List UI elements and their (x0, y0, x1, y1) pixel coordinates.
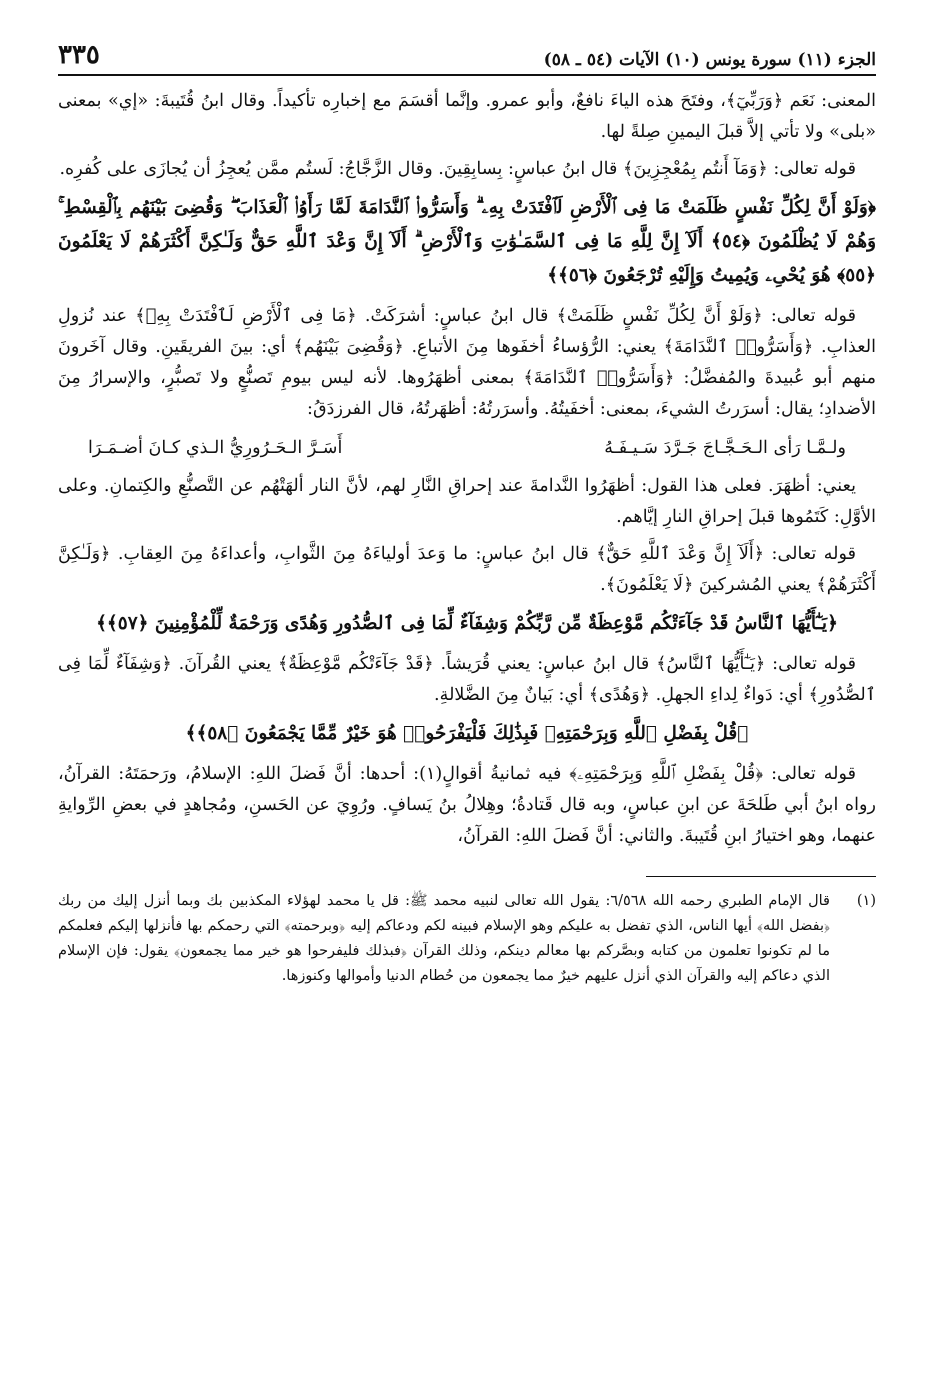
page-number: ٣٣٥ (58, 40, 100, 70)
footnote-separator (646, 876, 876, 877)
poem-first-hemistich: ولـمَّـا رَأى الـحَـجَّـاجَ جَـرَّدَ سَـيـفَـهُ (604, 438, 846, 458)
paragraph-1: المعنى: نَعَم ﴿وَرَبِّيٓ﴾، وفتَحَ هذه الياءَ نافعٌ، وأبو عمرو. وإنَّما أقسَمَ مع إخبارِه تأكيداً. وقال ابنُ قُتَيبةَ: «إي» بمعنى «بلى» ولا تأتي إلاَّ قبلَ اليمينِ صِلةً لها. (58, 91, 876, 142)
paragraph-7: قوله تعالى: ﴿قُلْ بِفَضْلِ ٱللَّهِ وَبِرَحْمَتِهِۦ﴾ فيه ثمانيةُ أقوالٍ(١): أحدها: أنَّ فَضلَ اللهِ: الإسلامُ، ورَحمَتَهُ: القرآنُ، رواه ابنُ أبي طَلحَةَ عن ابنِ عباسٍ، وبه قال قَتادةُ؛ وهِلالُ بنُ يَسافٍ. ورُوِيَ عن الحَسنِ، ومُجاهدٍ في بعضِ الرِّوايةِ عنهما، وهو اختيارُ ابنِ قُتَيبةَ. والثاني: أنَّ فَضلَ اللهِ: القرآنُ، (58, 764, 876, 846)
page-header (58, 30, 876, 76)
paragraph-4: يعني: أظهَرَ. فعلى هذا القول: أظهَرُوا النَّدامةَ عند إحراقِ النَّارِ لهم، لأنَّ النار ألهَتْهُم عن التَّصنُّعِ والكِتمانِ. وعلى الأوَّلِ: كَتَمُوها قبلَ إحراقِ النارِ إيَّاهم. (58, 476, 876, 527)
poem-line (88, 431, 846, 465)
book-page (58, 30, 876, 989)
paragraph-3: قوله تعالى: ﴿وَلَوْ أَنَّ لِكُلِّ نَفْسٍ ظَلَمَتْ﴾ قال ابنُ عباسٍ: أشرَكَتْ. ﴿مَا فِى ٱلْأَرْضِ لَٱفْتَدَتْ بِهِۦ﴾ عند نُزولِ العذابِ. ﴿وَأَسَرُّوا۟ ٱلنَّدَامَةَ﴾ يعني: الرُّؤساءُ أخفَوها مِنَ الأتباعِ. ﴿وَقُضِىَ بَيْنَهُم﴾ أي: بينَ الفريقَينِ. وقال آخَرونَ منهم أبو عُبيدةَ والمُفضَّلُ: ﴿وَأَسَرُّوا۟ ٱلنَّدَامَةَ﴾ بمعنى أظهَرُوها. لأنه ليس بيومِ تَصنُّعٍ ولا تَصبُّرٍ، والإسرارُ مِنَ الأضدادِ؛ يقال: أسرَرتُ الشيءَ، بمعنى: أخفَيتُهُ. وأسرَرتُهُ: أظهَرتُهُ، قال الفرزدَقُ: (58, 306, 876, 419)
quran-verse-54-56: ﴿وَلَوْ أَنَّ لِكُلِّ نَفْسٍ ظَلَمَتْ مَا فِى ٱلْأَرْضِ لَٱفْتَدَتْ بِهِۦ ۗ وَأَسَرُّوا۟ ٱلنَّدَامَةَ لَمَّا رَأَوُا۟ ٱلْعَذَابَ ۖ وَقُضِىَ بَيْنَهُم بِٱلْقِسْطِ ۚ وَهُمْ لَا يُظْلَمُونَ ﴿٥٤﴾ أَلَآ إِنَّ لِلَّهِ مَا فِى ٱلسَّمَـٰوَٰتِ وَٱلْأَرْضِ ۗ أَلَآ إِنَّ وَعْدَ ٱللَّهِ حَقٌّ وَلَـٰكِنَّ أَكْثَرَهُمْ لَا يَعْلَمُونَ ﴿٥٥﴾ هُوَ يُحْىِۦ وَيُمِيتُ وَإِلَيْهِ تُرْجَعُونَ ﴿٥٦﴾﴾ (58, 197, 877, 286)
poem-second-hemistich: أَسَـرَّ الـحَـرُورِيُّ الـذي كـانَ أضـمَـرَا (88, 438, 343, 458)
paragraph-5: قوله تعالى: ﴿أَلَآ إِنَّ وَعْدَ ٱللَّهِ حَقٌّ﴾ قال ابنُ عباسٍ: ما وَعدَ أولياءَهُ مِنَ الثَّوابِ، وأعداءَهُ مِنَ العِقابِ. ﴿وَلَـٰكِنَّ أَكْثَرَهُمْ﴾ يعني المُشركينَ ﴿لَا يَعْلَمُونَ﴾. (58, 544, 876, 595)
quran-verse-58: ﴿قُلْ بِفَضْلِ ٱللَّهِ وَبِرَحْمَتِهِۦ فَبِذَٰلِكَ فَلْيَفْرَحُوا۟ هُوَ خَيْرٌ مِّمَّا يَجْمَعُونَ ﴿٥٨﴾﴾ (185, 723, 749, 744)
footnote (58, 889, 876, 989)
paragraph-2: قوله تعالى: ﴿وَمَآ أَنتُم بِمُعْجِزِينَ﴾ قال ابنُ عباسٍ: بِسابِقِينَ. وقال الزَّجَّاجُ: لَستُم ممَّن يُعجِزُ أن يُجازَى على كُفرِه. (59, 159, 856, 179)
running-head: الجزء (١١) سورة يونس (١٠) الآيات (٥٤ ـ ٥٨) (543, 50, 876, 70)
footnote-text: قال الإمام الطبري رحمه الله ٦/٥٦٨: يقول الله تعالى لنبيه محمد ﷺ: قل يا محمد لهؤلاء المكذبين بك وبما أنزل إليك من ربك ﴿بفضل الله﴾ أيها الناس، الذي تفضل به عليكم وهو الإسلام فبينه لكم ودعاكم إليه ﴿وبرحمته﴾ التي رحمكم بها فأنزلها إليكم فعلمكم ما لم تكونوا تعلمون من كتابه وبصَّركم بها معالم دينكم، وذلك القرآن ﴿فبذلك فليفرحوا هو خير مما يجمعون﴾ يقول: فإن الإسلام الذي دعاكم إليه والقرآن الذي أنزل عليهم خيرٌ مما يجمعون من حُطام الدنيا وأموالها وكنوزها. (58, 893, 830, 984)
footnote-number: (١) (856, 893, 876, 909)
paragraph-6: قوله تعالى: ﴿يَـٰٓأَيُّهَا ٱلنَّاسُ﴾ قال ابنُ عباسٍ: يعني قُرَيشاً. ﴿قَدْ جَآءَتْكُم مَّوْعِظَةٌ﴾ يعني القُرآنَ. ﴿وَشِفَآءٌ لِّمَا فِى ٱلصُّدُورِ﴾ أي: دَواءٌ لِداءِ الجهلِ. ﴿وَهُدًى﴾ أي: بَيانٌ مِنَ الضَّلالةِ. (58, 654, 876, 705)
page-body (58, 86, 876, 852)
quran-verse-57: ﴿يَـٰٓأَيُّهَا ٱلنَّاسُ قَدْ جَآءَتْكُم مَّوْعِظَةٌ مِّن رَّبِّكُمْ وَشِفَآءٌ لِّمَا فِى ٱلصُّدُورِ وَهُدًى وَرَحْمَةٌ لِّلْمُؤْمِنِينَ ﴿٥٧﴾﴾ (96, 613, 838, 634)
